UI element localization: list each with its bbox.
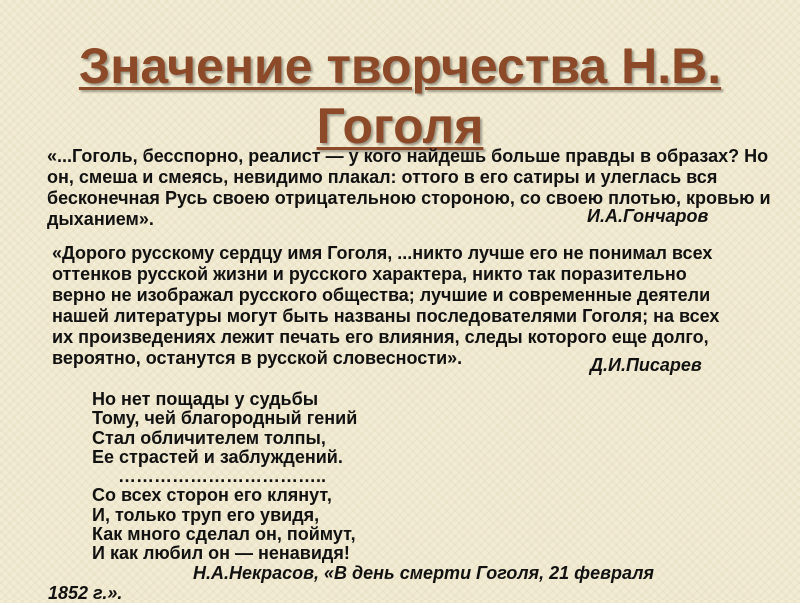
slide-title: Значение творчества Н.В. Гоголя (78, 37, 722, 154)
poem-ellipsis-line: …………………………….. (118, 466, 327, 487)
quote-pisarev-author: Д.И.Писарев (590, 355, 702, 375)
poem-attribution (48, 563, 748, 603)
poem-line: Но нет пощады у судьбы (92, 389, 319, 409)
poem-nekrasov (92, 390, 752, 564)
quote-goncharov: «...Гоголь, бесспорно, реалист — у кого найдешь больше правды в образах? Но он, смеша и смеясь, невидимо плакал: оттого в его сатиры и улеглась вся бесконечная Русь своею отрицательною стороною, со своею плотью, кровью и дыханием». (47, 146, 771, 229)
poem-line: И как любил он — ненавидя! (92, 543, 350, 564)
quote-goncharov-author: И.А.Гончаров (587, 206, 709, 226)
poem-line: И, только труп его увидя, (92, 504, 320, 525)
poem-line: Ее страстей и заблуждений. (92, 446, 343, 467)
poem-line: Как много сделал он, поймут, (92, 524, 356, 545)
poem-attribution-line2: 1852 г.». (48, 583, 123, 603)
poem-line: Тому, чей благородный гений (92, 408, 358, 429)
poem-line: Со всех сторон его клянут, (92, 485, 332, 506)
poem-line: Стал обличителем толпы, (92, 427, 326, 448)
quote-pisarev: «Дорого русскому сердцу имя Гоголя, ...никто лучше его не понимал всех оттенков русской жизни и русского характера, никто так поразительно верно не изображал русского общества; лучшие и современные деятели нашей литературы могут быть названы последователями Гоголя; на всех их произведениях лежит печать его влияния, следы которого еще долго, вероятно, останутся в русской словесности». (52, 243, 720, 368)
poem-attribution-line1: Н.А.Некрасов, «В день смерти Гоголя, 21 февраля (193, 563, 655, 583)
